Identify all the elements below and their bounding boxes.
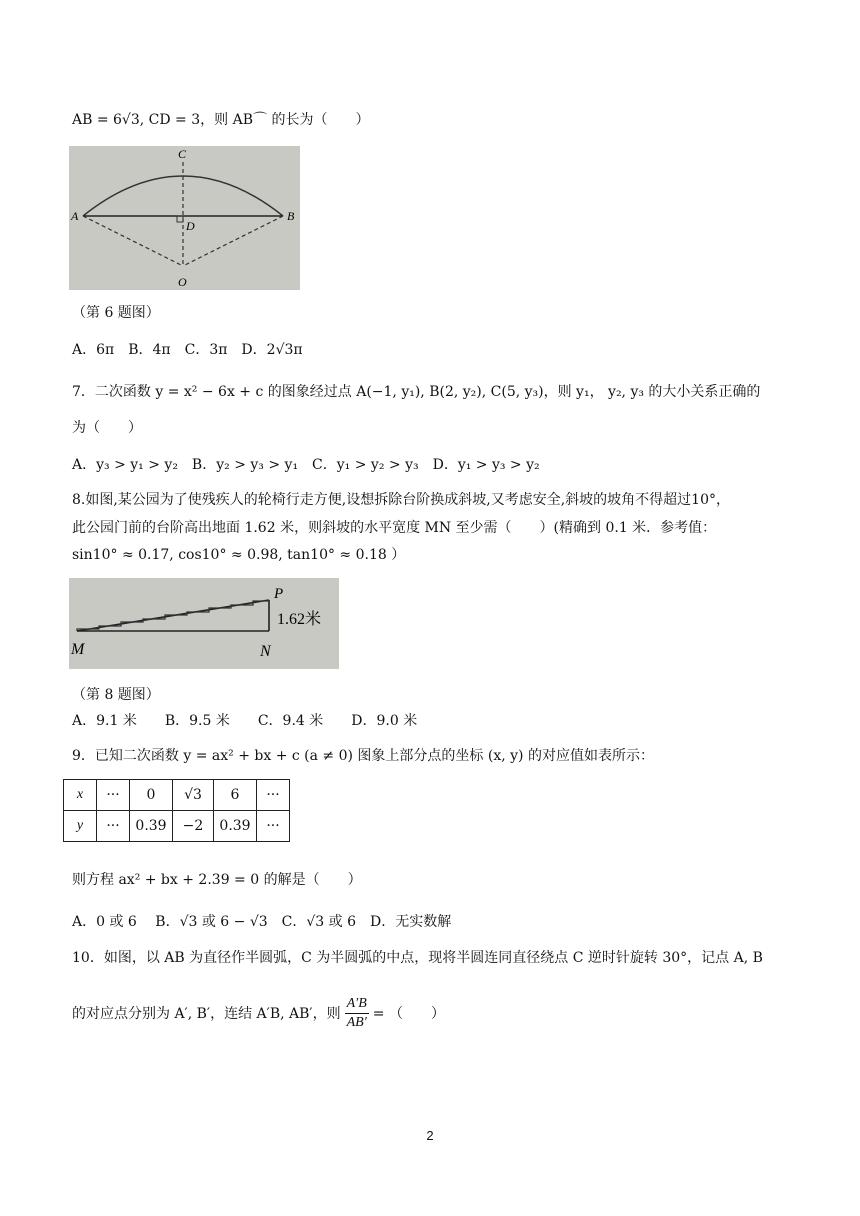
table-cell: x bbox=[64, 780, 97, 811]
table-cell: 0.39 bbox=[214, 811, 257, 842]
q10-stem-tail: = （ ） bbox=[372, 1005, 445, 1022]
label-n: N bbox=[260, 643, 271, 660]
table-cell: 6 bbox=[214, 780, 257, 811]
label-b: B bbox=[287, 209, 295, 223]
q9-stem: 9．已知二次函数 y = ax² + bx + c (a ≠ 0) 图象上部分点的坐标 (x, y) 的对应值如表所示： bbox=[72, 748, 654, 764]
q6-stem: AB = 6√3, CD = 3，则 AB⌒ 的长为（ ） bbox=[72, 112, 370, 128]
label-c: C bbox=[178, 147, 187, 161]
q8-figure bbox=[69, 578, 339, 669]
label-o: O bbox=[178, 275, 187, 289]
q10-fraction bbox=[345, 995, 369, 1032]
label-d: D bbox=[186, 219, 195, 233]
q6-options: A．6π B．4π C．3π D．2√3π bbox=[72, 342, 303, 358]
q9-value-table bbox=[63, 779, 290, 842]
q6-figure bbox=[69, 146, 300, 290]
fraction-denominator: AB′ bbox=[346, 1015, 367, 1030]
label-p: P bbox=[274, 586, 284, 602]
table-cell: ··· bbox=[257, 811, 290, 842]
label-m: M bbox=[71, 641, 85, 658]
q8-caption: （第 8 题图） bbox=[72, 687, 160, 703]
q8-stem-line3: sin10° ≈ 0.17, cos10° ≈ 0.98, tan10° ≈ 0.18 ） bbox=[72, 547, 406, 563]
table-cell: √3 bbox=[173, 780, 214, 811]
table-cell: ··· bbox=[257, 780, 290, 811]
q10-stem-line2 bbox=[72, 995, 445, 1032]
q6-caption: （第 6 题图） bbox=[72, 305, 160, 321]
slope-diagram bbox=[69, 578, 339, 669]
page-number: 2 bbox=[426, 1128, 434, 1143]
q10-stem-text: 的对应点分别为 A′, B′，连结 A′B, AB′，则 bbox=[72, 1005, 341, 1022]
q9-question: 则方程 ax² + bx + 2.39 = 0 的解是（ ） bbox=[72, 872, 362, 888]
q9-options: A．0 或 6 B．√3 或 6 − √3 C．√3 或 6 D．无实数解 bbox=[72, 914, 452, 930]
q7-stem-line2: 为（ ） bbox=[72, 420, 142, 436]
label-a: A bbox=[71, 209, 79, 223]
table-cell: 0.39 bbox=[130, 811, 173, 842]
q7-stem-line1: 7．二次函数 y = x² − 6x + c 的图象经过点 A(−1, y₁), B(2, y₂), C(5, y₃)，则 y₁， y₂, y₃ 的大小关系正确的 bbox=[72, 384, 761, 400]
q8-stem-line2: 此公园门前的台阶高出地面 1.62 米，则斜坡的水平宽度 MN 至少需（ ）(精确到 0.1 米．参考值： bbox=[72, 520, 717, 536]
table-cell: 0 bbox=[130, 780, 173, 811]
fraction-numerator: A′B bbox=[345, 995, 369, 1014]
table-cell: −2 bbox=[173, 811, 214, 842]
q7-options: A．y₃ > y₁ > y₂ B．y₂ > y₃ > y₁ C．y₁ > y₂ > y₃ D．y₁ > y₃ > y₂ bbox=[72, 457, 540, 473]
table-cell: ··· bbox=[97, 811, 130, 842]
q10-stem-line1: 10．如图，以 AB 为直径作半圆弧，C 为半圆弧的中点，现将半圆连同直径绕点 C 逆时针旋转 30°，记点 A, B bbox=[72, 950, 763, 966]
table-row-x bbox=[64, 780, 290, 811]
table-cell: y bbox=[64, 811, 97, 842]
table-cell: ··· bbox=[97, 780, 130, 811]
arc-diagram bbox=[69, 146, 300, 290]
table-row-y bbox=[64, 811, 290, 842]
q8-options: A．9.1 米 B．9.5 米 C．9.4 米 D．9.0 米 bbox=[72, 713, 418, 729]
q8-stem-line1: 8.如图,某公园为了使残疾人的轮椅行走方便,设想拆除台阶换成斜坡,又考虑安全,斜坡的坡角不得超过10°， bbox=[72, 492, 730, 508]
label-height: 1.62米 bbox=[277, 611, 322, 628]
